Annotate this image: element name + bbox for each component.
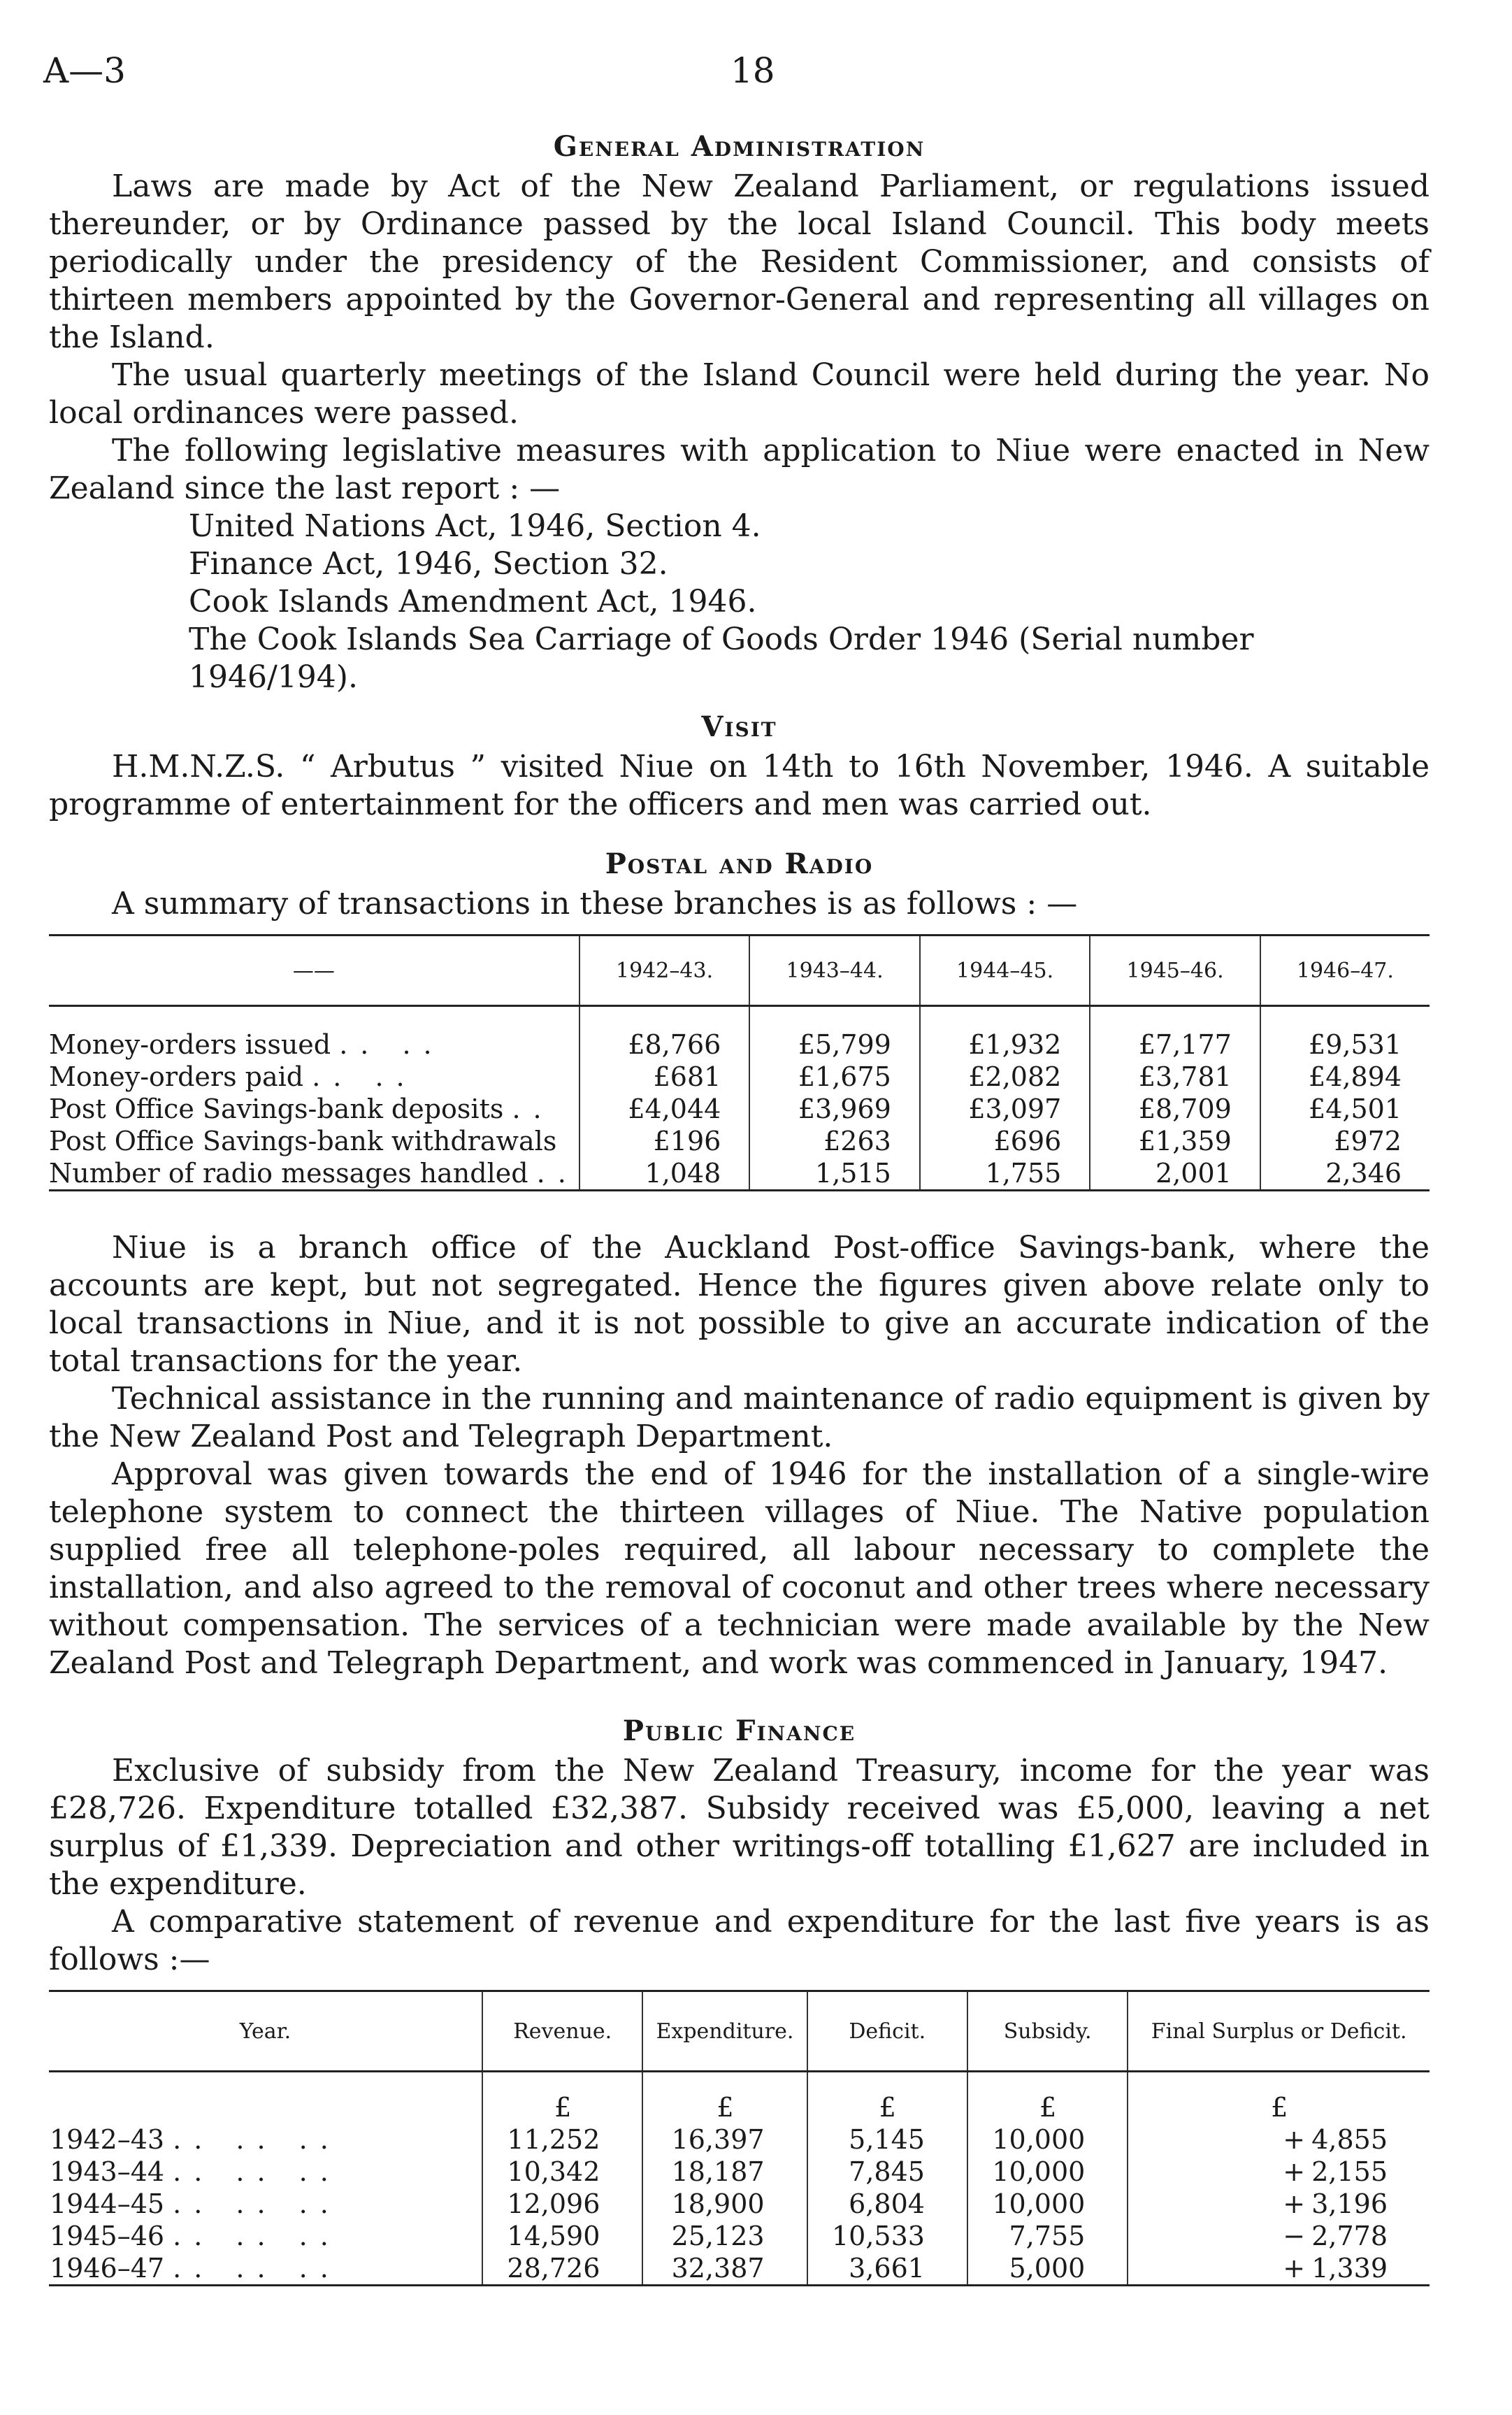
unit-cell: £ — [1128, 2072, 1430, 2124]
sign: + — [1283, 2253, 1306, 2284]
table-cell: 7,845 — [807, 2156, 967, 2188]
row-label — [49, 1006, 579, 1061]
table-row — [49, 1157, 1430, 1191]
table-row — [49, 1093, 1430, 1125]
table-cell: £1,359 — [1090, 1125, 1260, 1157]
table-cell: 5,145 — [807, 2123, 967, 2156]
year-label: 1942–43 — [50, 2124, 165, 2155]
page-id: A—3 — [43, 50, 126, 91]
finance-table — [49, 1990, 1430, 2286]
table-cell: £3,969 — [749, 1093, 920, 1125]
running-head — [0, 50, 1512, 106]
paragraph: Approval was given towards the end of 1946 for the installation of a single-wire telephone system to connect the thirteen villages of Niue. The Native population supplied free all telephone-poles required, all labour necessary to complete the installation, and also agreed to the removal of coconut and other trees where necessary without compensation. The services of a technician were made available by the New Zealand Post and Telegraph Department, and work was commenced in January, 1947. — [49, 1456, 1430, 1681]
table-row — [49, 1061, 1430, 1093]
table-cell: 1,515 — [749, 1157, 920, 1191]
table-cell: £9,531 — [1260, 1006, 1430, 1061]
table-cell: £4,044 — [579, 1093, 750, 1125]
table-header-row — [49, 1991, 1430, 2072]
list-item: Finance Act, 1946, Section 32. — [189, 546, 668, 582]
column-header: Final Surplus or Deficit. — [1128, 1991, 1430, 2072]
column-header: 1943–44. — [749, 936, 920, 1006]
column-header: Deficit. — [807, 1991, 967, 2072]
table-cell: 2,346 — [1260, 1157, 1430, 1191]
heading-visit: Visit — [701, 710, 777, 743]
year-label: 1943–44 — [50, 2156, 165, 2187]
units-row — [49, 2072, 1430, 2124]
table-row — [49, 2156, 1430, 2188]
heading-general-administration: General Administration — [553, 130, 926, 163]
table-row — [49, 2188, 1430, 2220]
column-header: 1945–46. — [1090, 936, 1260, 1006]
row-label — [49, 2123, 482, 2156]
column-header: 1944–45. — [920, 936, 1090, 1006]
table-cell: £196 — [579, 1125, 750, 1157]
table-cell: 14,590 — [482, 2220, 642, 2252]
column-header: Year. — [49, 1991, 482, 2072]
unit-cell: £ — [807, 2072, 967, 2124]
table-cell: 10,000 — [967, 2123, 1128, 2156]
paragraph: Exclusive of subsidy from the New Zealand Treasury, income for the year was £28,726. Expenditure totalled £32,387. Subsidy received was £5,000, leaving a net surplus of £1,339. Depreciation and other writings-off totalling £1,627 are included in the expenditure. — [49, 1753, 1430, 1902]
row-label — [49, 2188, 482, 2220]
row-label-text: Number of radio messages handled — [49, 1158, 528, 1189]
leader-dots: .. .. — [339, 1029, 445, 1060]
table-cell: 6,804 — [807, 2188, 967, 2220]
sign: + — [1283, 2124, 1306, 2155]
table-cell: 10,000 — [967, 2188, 1128, 2220]
table-cell: £4,501 — [1260, 1093, 1430, 1125]
list-item: The Cook Islands Sea Carriage of Goods Order 1946 (Serial number 1946/194). — [189, 622, 1254, 695]
table-cell: 1,755 — [920, 1157, 1090, 1191]
final-value: 2,778 — [1311, 2221, 1388, 2251]
list-item: Cook Islands Amendment Act, 1946. — [189, 584, 757, 619]
row-label — [49, 1061, 579, 1093]
leader-dots: .. — [536, 1158, 579, 1189]
table-cell: £696 — [920, 1125, 1090, 1157]
column-header: 1946–47. — [1260, 936, 1430, 1006]
table-cell: £8,709 — [1090, 1093, 1260, 1125]
paragraph: Laws are made by Act of the New Zealand Parliament, or regulations issued thereunder, or by Ordinance passed by the local Island Council. This body meets periodically under the presidency of the Resident Commissioner, and consists of thirteen members appointed by the Governor-General and representing all villages on the Island. — [49, 169, 1430, 355]
column-header: Revenue. — [482, 1991, 642, 2072]
column-header: Expenditure. — [642, 1991, 807, 2072]
table-cell: 2,001 — [1090, 1157, 1260, 1191]
final-value: 4,855 — [1311, 2124, 1388, 2155]
row-label — [49, 1157, 579, 1191]
unit-cell: £ — [642, 2072, 807, 2124]
paragraph: H.M.N.Z.S. “ Arbutus ” visited Niue on 14th to 16th November, 1946. A suitable programme of entertainment for the officers and men was carried out. — [49, 749, 1430, 822]
table-cell: 5,000 — [967, 2252, 1128, 2286]
unit-cell — [49, 2072, 482, 2124]
table-cell: 10,342 — [482, 2156, 642, 2188]
paragraph: A summary of transactions in these branches is as follows : — — [112, 886, 1078, 922]
year-label: 1946–47 — [50, 2253, 165, 2284]
table-cell — [1128, 2188, 1430, 2220]
table-cell: 12,096 — [482, 2188, 642, 2220]
row-label — [49, 1093, 579, 1125]
table-row — [49, 2123, 1430, 2156]
row-label-text: Money-orders issued — [49, 1029, 331, 1060]
table-cell: 3,661 — [807, 2252, 967, 2286]
table-cell: 16,397 — [642, 2123, 807, 2156]
year-label: 1944–45 — [50, 2188, 165, 2219]
table-cell: £681 — [579, 1061, 750, 1093]
table-cell: £1,675 — [749, 1061, 920, 1093]
table-cell: 18,187 — [642, 2156, 807, 2188]
table-cell: £8,766 — [579, 1006, 750, 1061]
table-cell: 10,000 — [967, 2156, 1128, 2188]
table-row — [49, 1006, 1430, 1061]
table-cell: 25,123 — [642, 2220, 807, 2252]
unit-cell: £ — [482, 2072, 642, 2124]
column-header: —— — [49, 936, 579, 1006]
table-cell — [1128, 2123, 1430, 2156]
heading-postal-radio: Postal and Radio — [605, 847, 874, 880]
table-cell: £972 — [1260, 1125, 1430, 1157]
leader-dots: .. — [512, 1094, 554, 1124]
heading-public-finance: Public Finance — [622, 1714, 856, 1747]
list-item: United Nations Act, 1946, Section 4. — [189, 508, 761, 544]
row-label — [49, 2156, 482, 2188]
table-cell — [1128, 2156, 1430, 2188]
table-cell: 11,252 — [482, 2123, 642, 2156]
table-row — [49, 2220, 1430, 2252]
table-row — [49, 1125, 1430, 1157]
legislative-measures-list — [49, 508, 1430, 696]
table-cell: £3,781 — [1090, 1061, 1260, 1093]
table-cell: 10,533 — [807, 2220, 967, 2252]
row-label — [49, 1125, 579, 1157]
leader-dots: .. .. .. — [173, 2221, 341, 2251]
sign: + — [1283, 2156, 1306, 2187]
row-label-text: Post Office Savings-bank withdrawals — [49, 1126, 557, 1156]
unit-cell: £ — [967, 2072, 1128, 2124]
table-row — [49, 2252, 1430, 2286]
paragraph: A comparative statement of revenue and expenditure for the last five years is as follows :— — [49, 1904, 1430, 1977]
final-value: 1,339 — [1311, 2253, 1388, 2284]
paragraph: The usual quarterly meetings of the Island Council were held during the year. No local ordinances were passed. — [49, 357, 1430, 431]
table-cell — [1128, 2252, 1430, 2286]
row-label — [49, 2220, 482, 2252]
row-label-text: Post Office Savings-bank deposits — [49, 1094, 504, 1124]
table-cell: 32,387 — [642, 2252, 807, 2286]
year-label: 1945–46 — [50, 2221, 165, 2251]
table-cell: 7,755 — [967, 2220, 1128, 2252]
paragraph: The following legislative measures with application to Niue were enacted in New Zealand since the last report : — — [49, 433, 1430, 506]
leader-dots: .. .. .. — [173, 2124, 341, 2155]
table-cell: £1,932 — [920, 1006, 1090, 1061]
leader-dots: .. .. — [312, 1061, 417, 1092]
final-value: 3,196 — [1311, 2188, 1388, 2219]
row-label-text: Money-orders paid — [49, 1061, 304, 1092]
column-header: 1942–43. — [579, 936, 750, 1006]
leader-dots: .. .. .. — [173, 2188, 341, 2219]
table-cell: 28,726 — [482, 2252, 642, 2286]
paragraph: Niue is a branch office of the Auckland Post-office Savings-bank, where the accounts are kept, but not segregated. Hence the figures given above relate only to local transactions in Niue, and it is not possible to give an accurate indication of the total transactions for the year. — [49, 1230, 1430, 1379]
table-cell: 1,048 — [579, 1157, 750, 1191]
table-cell: £4,894 — [1260, 1061, 1430, 1093]
sign: − — [1283, 2221, 1306, 2251]
table-cell: £2,082 — [920, 1061, 1090, 1093]
table-cell: £3,097 — [920, 1093, 1090, 1125]
page-number: 18 — [730, 50, 775, 91]
table-cell: £5,799 — [749, 1006, 920, 1061]
page-body — [49, 126, 1430, 2286]
table-cell: 18,900 — [642, 2188, 807, 2220]
table-cell — [1128, 2220, 1430, 2252]
table-header-row — [49, 936, 1430, 1006]
row-label — [49, 2252, 482, 2286]
leader-dots: .. .. .. — [173, 2253, 341, 2284]
table-cell: £7,177 — [1090, 1006, 1260, 1061]
paragraph: Technical assistance in the running and maintenance of radio equipment is given by the New Zealand Post and Telegraph Department. — [49, 1381, 1430, 1454]
final-value: 2,155 — [1311, 2156, 1388, 2187]
column-header: Subsidy. — [967, 1991, 1128, 2072]
table-cell: £263 — [749, 1125, 920, 1157]
postal-radio-table — [49, 934, 1430, 1191]
sign: + — [1283, 2188, 1306, 2219]
leader-dots: .. .. .. — [173, 2156, 341, 2187]
